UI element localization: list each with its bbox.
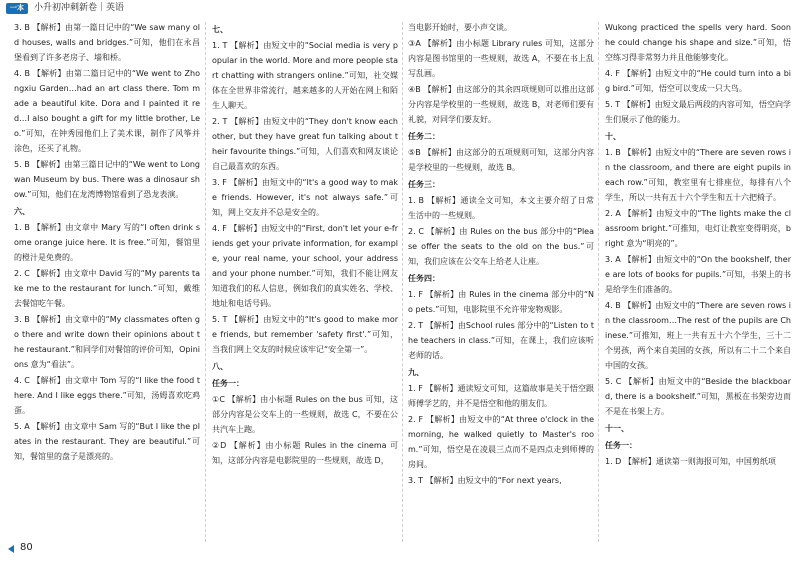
- section-heading: 任务一：: [605, 441, 637, 450]
- answer-paragraph: 5. T 【解析】由短文最后两段的内容可知，悟空向学生们展示了他的能力。: [605, 100, 791, 124]
- answer-paragraph: 2. A 【解析】由短文中的“The lights make the classroom bright.”可推知，电灯让教室变得明亮，bright 意为“明亮的”。: [605, 209, 791, 248]
- column-1: [14, 20, 200, 465]
- column-divider: [598, 22, 599, 542]
- answer-paragraph: 3. T 【解析】由短文中的“For next years,: [408, 476, 562, 485]
- answer-paragraph: 1. F 【解析】由 Rules in the cinema 部分中的“No pets.”可知，电影院里不允许带宠物观影。: [408, 290, 594, 314]
- section-heading: 任务一：: [212, 379, 244, 388]
- section-heading: 任务四：: [408, 274, 440, 283]
- answer-paragraph: 2. F 【解析】由短文中的“At three o'clock in the morning, he walked quietly to Master's room.”可知，悟空是在凌晨三点而不是四点走到师傅的房间。: [408, 415, 594, 469]
- answer-paragraph: ④B 【解析】由这部分的其余四项规则可以推出这部分内容是学校里的一些规则，故选 B，对老师们要有礼貌，对同学们要友好。: [408, 85, 594, 124]
- section-heading: 十、: [605, 132, 621, 141]
- answer-paragraph: 3. A 【解析】由短文中的“On the bookshelf, there are lots of books for pupils.”可知，书架上的书是给学生们准备的。: [605, 255, 791, 294]
- answer-paragraph: 4. F 【解析】由短文中的“First, don't let your e-friends get your private information, for example, your real name, your school, your address and your phone number.”可知，我们不能让网友知道我们的私人信息，例如我们的真实姓名、学校、地址和电话号码。: [212, 224, 398, 308]
- answer-paragraph: 2. T 【解析】由短文中的“They don't know each other, but they have great fun talking about their favourite things.”可知，人们喜欢和网友谈论自己最喜欢的东西。: [212, 117, 398, 171]
- logo: 一本: [6, 3, 28, 14]
- answer-paragraph: 4. B 【解析】由第二篇日记中的“We went to Zhongxiu Garden…had an art class there. Tom made a beautiful kite. Dora and I painted it red…I also bought a gift for my little brother, Leo.”可知，在钟秀园他们上了美术课，制作了风筝并涂色，还买了礼物。: [14, 69, 200, 153]
- section-heading: 七、: [212, 25, 228, 34]
- answer-paragraph: 2. C 【解析】由 Rules on the bus 部分中的“Please offer the seats to the old on the bus.”可知，我们应该在公交车上给老人让座。: [408, 227, 594, 266]
- answer-paragraph: 4. B 【解析】由短文中的“There are seven rows in the classroom…The rest of the pupils are Chinese.”可推知，班上一共有五十六个学生，三十二个男孩，两个来自美国的女孩，所以有二十二个来自中国的女孩。: [605, 301, 791, 370]
- column-4: [605, 20, 791, 470]
- column-3: [408, 20, 594, 489]
- page-arrow-icon: [8, 545, 14, 553]
- answer-paragraph: 1. D 【解析】通读第一则海报可知，中国剪纸项: [605, 457, 776, 466]
- series-title: 小升初冲刺新卷｜英语: [34, 3, 125, 13]
- answer-paragraph: ②D 【解析】由小标题 Rules in the cinema 可知，这部分内容是电影院里的一些规则，故选 D，: [212, 441, 398, 465]
- section-heading: 八、: [212, 362, 228, 371]
- answer-paragraph: 1. B 【解析】通读全文可知，本文主要介绍了日常生活中的一些规则。: [408, 196, 594, 220]
- section-heading: 九、: [408, 368, 424, 377]
- answer-paragraph: Wukong practiced the spells very hard. Soon he could change his shape and size.”可知，悟空练习得非常努力并且他能够变化。: [605, 23, 791, 62]
- answer-paragraph: 1. F 【解析】通读短文可知，这篇故事是关于悟空跟师傅学艺的，并不是悟空和他的朋友们。: [408, 384, 594, 408]
- section-heading: 任务二：: [408, 132, 440, 141]
- column-divider: [205, 22, 206, 542]
- page-number: 80: [20, 542, 33, 553]
- answer-paragraph: 1. B 【解析】由短文中的“There are seven rows in the classroom, and there are eight pupils in each row.”可知，教室里有七排座位，每排有八个学生，所以一共有五十六个学生和五十六把椅子。: [605, 148, 791, 202]
- answer-paragraph: 当电影开始时，要小声交谈。: [408, 23, 512, 32]
- answer-paragraph: ③A 【解析】由小标题 Library rules 可知，这部分内容是图书馆里的一些规则，故选 A，不要在书上乱写乱画。: [408, 39, 594, 78]
- answer-paragraph: 4. F 【解析】由短文中的“He could turn into a big bird.”可知，悟空可以变成一只大鸟。: [605, 69, 791, 93]
- answer-paragraph: 5. B 【解析】由第三篇日记中的“We went to Longwan Museum by bus. There was a dinosaur show.”可知，他们在龙湾博物馆看到了恐龙表演。: [14, 160, 200, 199]
- column-2: [212, 20, 398, 469]
- answer-paragraph: ⑤B 【解析】由这部分的五项规则可知，这部分内容是学校里的一些规则，故选 B。: [408, 148, 594, 172]
- answer-paragraph: 2. T 【解析】由School rules 部分中的“Listen to the teachers in class.”可知，在课上，我们应该听老师的话。: [408, 321, 594, 360]
- answer-paragraph: 1. B 【解析】由文章中 Mary 写的“I often drink some orange juice here. It is free.”可知，餐馆里的橙汁是免费的。: [14, 223, 200, 262]
- answer-paragraph: 2. C 【解析】由文章中 David 写的“My parents take me to the restaurant for lunch.”可知，戴维去餐馆吃午餐。: [14, 269, 200, 308]
- answer-paragraph: 5. T 【解析】由短文中的“It's good to make more friends, but remember 'safety first'.”可知，当我们网上交友的时候应该牢记“安全第一”。: [212, 315, 398, 354]
- column-divider: [402, 22, 403, 542]
- answer-paragraph: 4. C 【解析】由文章中 Tom 写的“I like the food there. And I like eggs there.”可知，汤姆喜欢吃鸡蛋。: [14, 376, 200, 415]
- answer-paragraph: 3. B 【解析】由文章中的“My classmates often go there and write down their opinions about the restaurant.”和同学们对餐馆的评价可知，Opinions 意为“看法”。: [14, 315, 200, 369]
- answer-paragraph: 3. B 【解析】由第一篇日记中的“We saw many old houses, walls and bridges.”可知，他们在永昌堡看到了许多老房子、墙和桥。: [14, 23, 200, 62]
- answer-paragraph: 5. C 【解析】由短文中的“Beside the blackboard, there is a bookshelf.”可知，黑板在书架旁边而不是在书架上方。: [605, 377, 791, 416]
- section-heading: 十一、: [605, 424, 629, 433]
- answer-paragraph: ①C 【解析】由小标题 Rules on the bus 可知，这部分内容是公交车上的一些规则，故选 C，不要在公共汽车上跑。: [212, 395, 398, 434]
- answer-paragraph: 1. T 【解析】由短文中的“Social media is very popular in the world. More and more people start chatting with strangers online.”可知，社交媒体在全世界非常流行，越来越多的人开始在网上和陌生人聊天。: [212, 41, 398, 110]
- section-heading: 六、: [14, 207, 30, 216]
- answer-paragraph: 5. A 【解析】由文章中 Sam 写的“But I like the plates in the restaurant. They are beautiful.”可知，餐馆里的盘子是漂亮的。: [14, 422, 200, 461]
- section-heading: 任务三：: [408, 180, 440, 189]
- answer-paragraph: 3. F 【解析】由短文中的“It's a good way to make friends. However, it's not always safe.”可知，网上交友并不总是安全的。: [212, 178, 398, 217]
- top-bar: [0, 0, 800, 16]
